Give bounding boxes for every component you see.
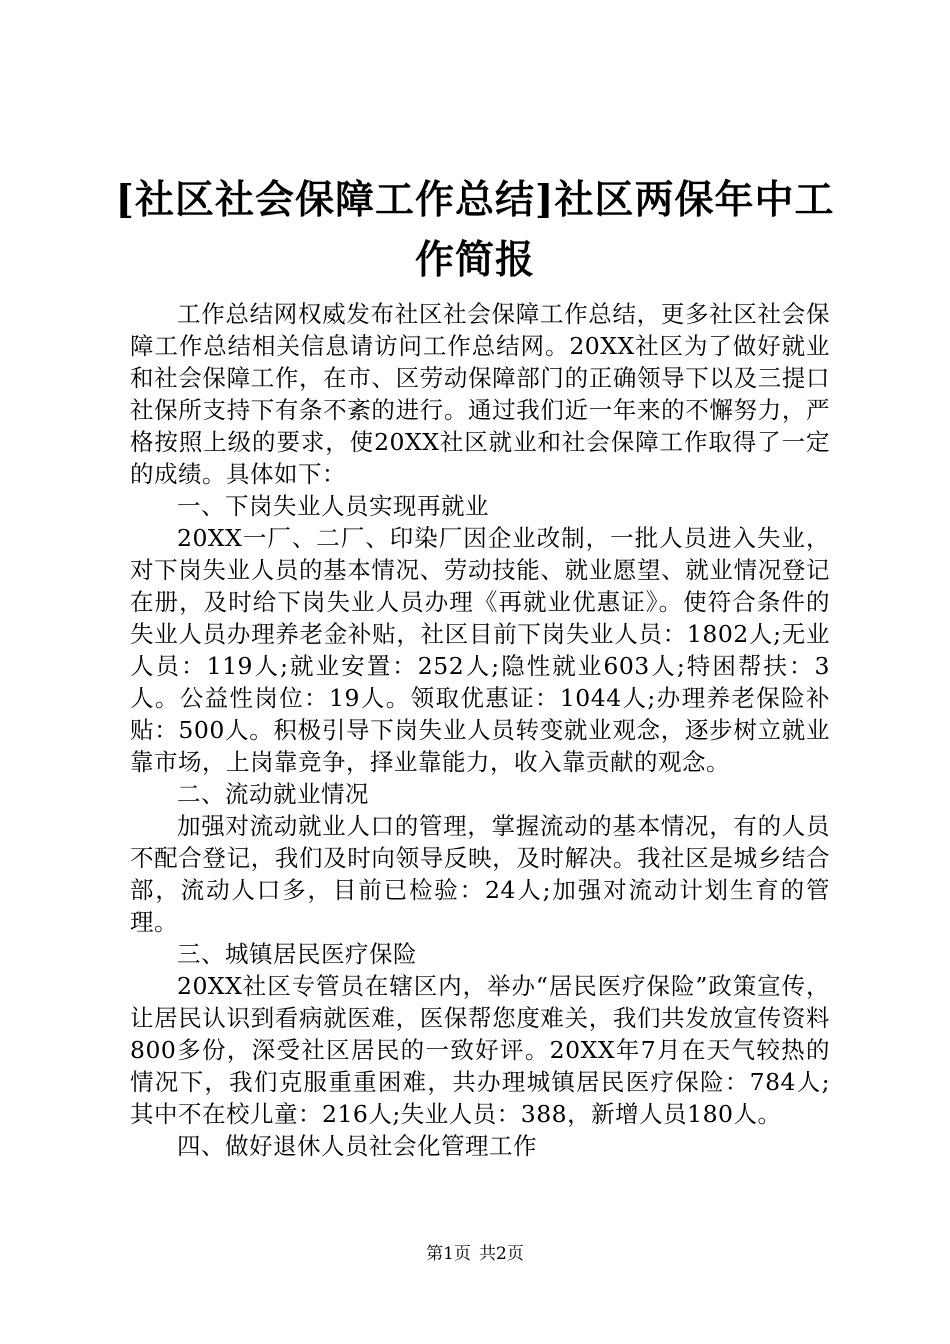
paragraph-floating-employment: 加强对流动就业人口的管理，掌握流动的基本情况，有的人员不配合登记，我们及时向领导反映，及时解决。我社区是城乡结合部，流动人口多，目前已检验：24人;加强对流动计划生育的管理。 [130, 812, 830, 936]
paragraph-intro: 工作总结网权威发布社区社会保障工作总结，更多社区社会保障工作总结相关信息请访问工作总结网。20XX社区为了做好就业和社会保障工作，在市、区劳动保障部门的正确领导下以及三提口社保所支持下有条不紊的进行。通过我们近一年来的不懈努力，严格按照上级的要求，使20XX社区就业和社会保障工作取得了一定的成绩。具体如下： [130, 300, 830, 488]
section-heading-1: 一、下岗失业人员实现再就业 [177, 492, 489, 520]
document-title: [社区社会保障工作总结]社区两保年中工作简报 [115, 177, 835, 283]
section-heading-3: 三、城镇居民医疗保险 [177, 940, 417, 968]
document-body [130, 298, 830, 1162]
page-total: 共2页 [479, 1244, 524, 1264]
paragraph-medical-insurance: 20XX社区专管员在辖区内，举办“居民医疗保险”政策宣传，让居民认识到看病就医难，医保帮您度难关，我们共发放宣传资料800多份，深受社区居民的一致好评。20XX年7月在天气较热的情况下，我们克服重重困难，共办理城镇居民医疗保险：784人;其中不在校儿童：216人;失业人员：388，新增人员180人。 [130, 972, 830, 1128]
page-footer [0, 1244, 950, 1264]
section-heading-2: 二、流动就业情况 [177, 780, 369, 808]
paragraph-reemployment: 20XX一厂、二厂、印染厂因企业改制，一批人员进入失业，对下岗失业人员的基本情况、劳动技能、就业愿望、就业情况登记在册，及时给下岗失业人员办理《再就业优惠证》。使符合条件的失业人员办理养老金补贴，社区目前下岗失业人员：1802人;无业人员：119人;就业安置：252人;隐性就业603人;特困帮扶：3人。公益性岗位：19人。领取优惠证：1044人;办理养老保险补贴：500人。积极引导下岗失业人员转变就业观念，逐步树立就业靠市场，上岗靠竞争，择业靠能力，收入靠贡献的观念。 [130, 524, 830, 776]
page-number: 第1页 [426, 1244, 471, 1264]
section-heading-4: 四、做好退休人员社会化管理工作 [177, 1132, 537, 1160]
